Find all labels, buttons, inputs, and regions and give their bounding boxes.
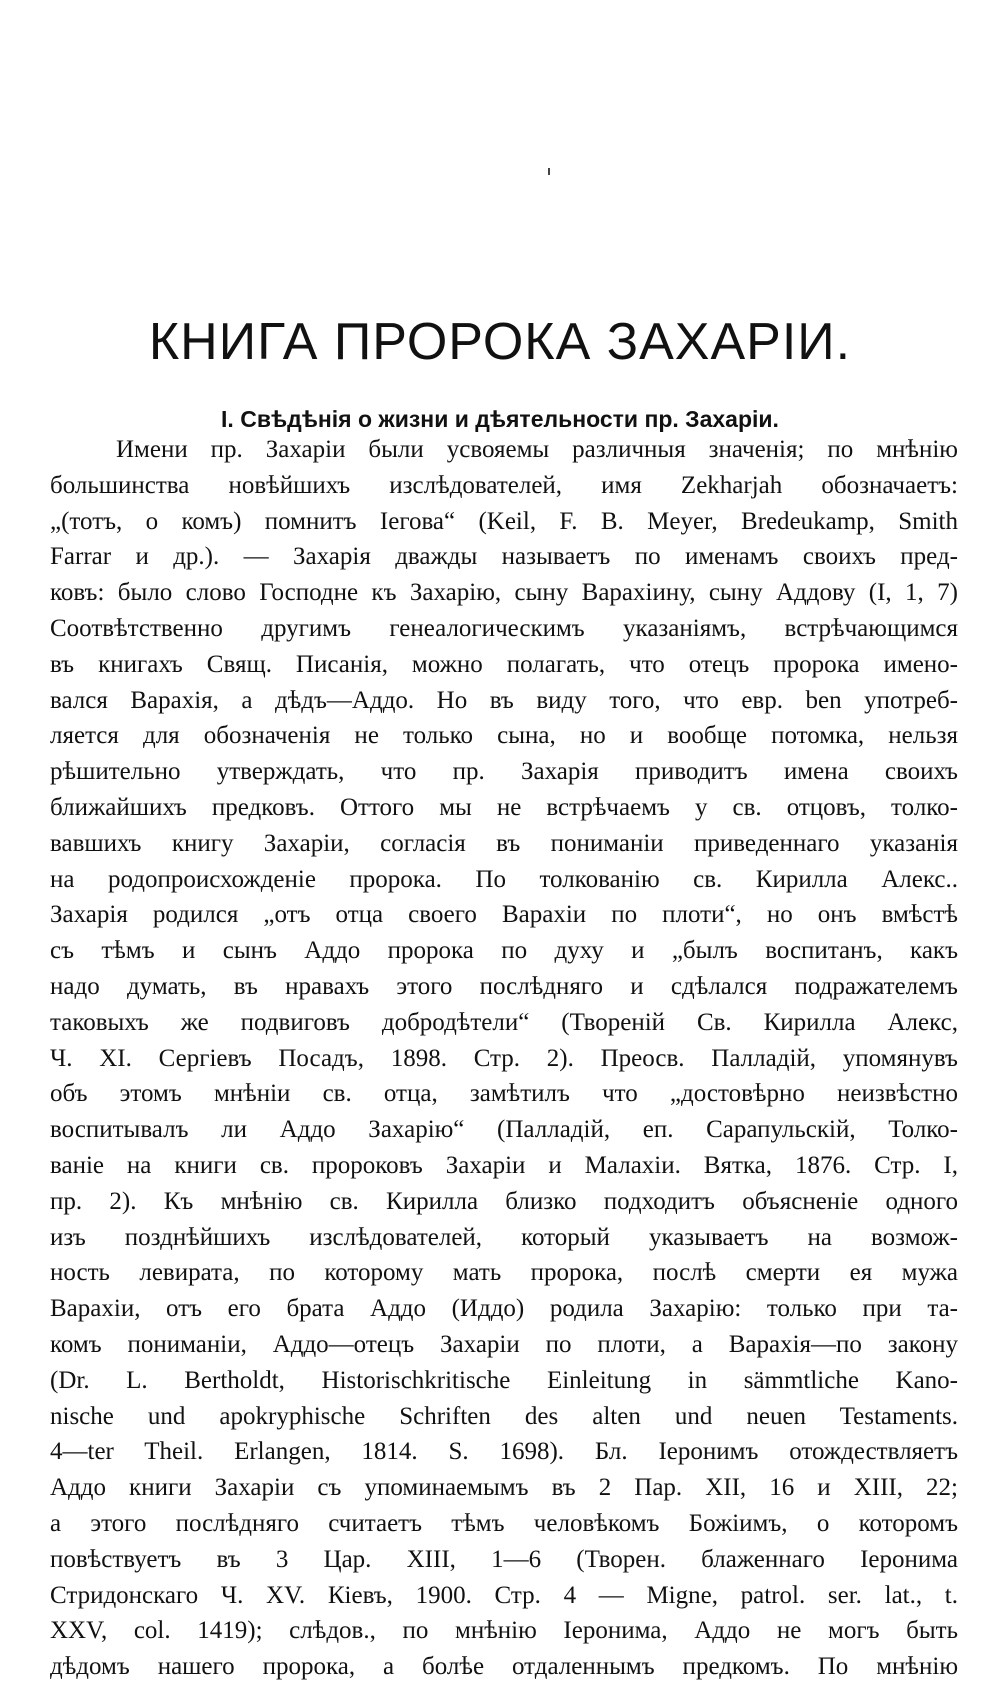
text-line: съ тѣмъ и сынъ Аддо пророка по духу и „былъ воспитанъ, какъ <box>50 937 958 965</box>
text-line: „(тотъ, о комъ) помнитъ Іегова“ (Keil, F. B. Meyer, Bredeukamp, Smith <box>50 507 958 535</box>
text-line: ваніе на книги св. пророковъ Захаріи и Малахіи. Вятка, 1876. Стр. I, <box>50 1151 958 1179</box>
text-line: 4—ter Theil. Erlangen, 1814. S. 1698). Бл. Іеронимъ отождествляетъ <box>50 1438 958 1466</box>
book-title: КНИГА ПРОРОКА ЗАХАРІИ. <box>148 313 852 371</box>
text-line: надо думать, въ нравахъ этого послѣдняго и сдѣлался подражателемъ <box>50 972 958 1000</box>
text-line: таковыхъ же подвиговъ добродѣтели“ (Твореній Св. Кирилла Алекс, <box>50 1008 958 1036</box>
text-line: ближайшихъ предковъ. Оттого мы не встрѣчаемъ у св. отцовъ, толко- <box>50 793 958 821</box>
text-line: ность левирата, по которому мать пророка, послѣ смерти ея мужа <box>50 1259 958 1287</box>
body-paragraph <box>50 432 958 1685</box>
text-line: (Dr. L. Bertholdt, Historischkritische Einleitung in sämmtliche Kano- <box>50 1366 958 1394</box>
text-line: объ этомъ мнѣніи св. отца, замѣтилъ что „достовѣрно неизвѣстно <box>50 1080 958 1108</box>
text-line: Имени пр. Захаріи были усвояемы различныя значенія; по мнѣнію <box>116 436 958 463</box>
text-line: Аддо книги Захаріи съ упоминаемымъ въ 2 Пар. XII, 16 и XIII, 22; <box>50 1474 958 1502</box>
text-line: ляется для обозначенія не только сына, но и вообще потомка, нельзя <box>50 722 958 750</box>
text-line: въ книгахъ Свящ. Писанія, можно полагать, что отецъ пророка имено- <box>50 650 958 678</box>
text-line: комъ пониманіи, Аддо—отецъ Захаріи по плоти, а Варахія—по закону <box>50 1330 958 1358</box>
text-line: Варахіи, отъ его брата Аддо (Иддо) родила Захарію: только при та- <box>50 1295 958 1323</box>
text-line: nische und apokryphische Schriften des alten und neuen Testaments. <box>50 1402 958 1430</box>
text-line: Соотвѣтственно другимъ генеалогическимъ указаніямъ, встрѣчающимся <box>50 614 958 642</box>
text-line: на родопроисхожденіе пророка. По толкованію св. Кирилла Алекс.. <box>50 865 958 893</box>
text-line: дѣдомъ нашего пророка, а болѣе отдаленнымъ предкомъ. По мнѣнію <box>50 1653 958 1681</box>
text-line: изъ позднѣйшихъ изслѣдователей, который указываетъ на возмож- <box>50 1223 958 1251</box>
text-line: Стридонскаго Ч. XV. Кіевъ, 1900. Стр. 4 — Migne, patrol. ser. lat., t. <box>50 1581 958 1609</box>
text-line: вался Варахія, а дѣдъ—Аддо. Но въ виду того, что евр. ben употреб- <box>50 686 958 714</box>
text-line: вавшихъ книгу Захаріи, согласія въ пониманіи приведеннаго указанія <box>50 829 958 857</box>
scan-speck <box>548 168 550 175</box>
text-line: пр. 2). Къ мнѣнію св. Кирилла близко подходитъ объясненіе одного <box>50 1187 958 1215</box>
text-line: повѣствуетъ въ 3 Цар. XIII, 1—6 (Творен. блаженнаго Іеронима <box>50 1545 958 1573</box>
section-heading: I. Свѣдѣнія о жизни и дѣятельности пр. Захаріи. <box>221 406 779 432</box>
text-line: рѣшительно утверждать, что пр. Захарія приводитъ имена своихъ <box>50 758 958 786</box>
text-line: Захарія родился „отъ отца своего Варахіи по плоти“, но онъ вмѣстѣ <box>50 901 958 929</box>
text-line: большинства новѣйшихъ изслѣдователей, имя Zekharjah обозначаетъ: <box>50 471 958 499</box>
text-line: Farrar и др.). — Захарія дважды называетъ по именамъ своихъ пред- <box>50 543 958 571</box>
text-line: ковъ: было слово Господне къ Захарію, сыну Варахіину, сыну Аддову (I, 1, 7) <box>50 579 958 607</box>
text-line: воспитывалъ ли Аддо Захарію“ (Палладій, еп. Сарапульскій, Толко- <box>50 1116 958 1144</box>
text-line: а этого послѣдняго считаетъ тѣмъ человѣкомъ Божіимъ, о которомъ <box>50 1509 958 1537</box>
text-line: XXV, col. 1419); слѣдов., по мнѣнію Іеронима, Аддо не могъ быть <box>50 1617 958 1645</box>
text-line: Ч. XI. Сергіевъ Посадъ, 1898. Стр. 2). Преосв. Палладій, упомянувъ <box>50 1044 958 1072</box>
